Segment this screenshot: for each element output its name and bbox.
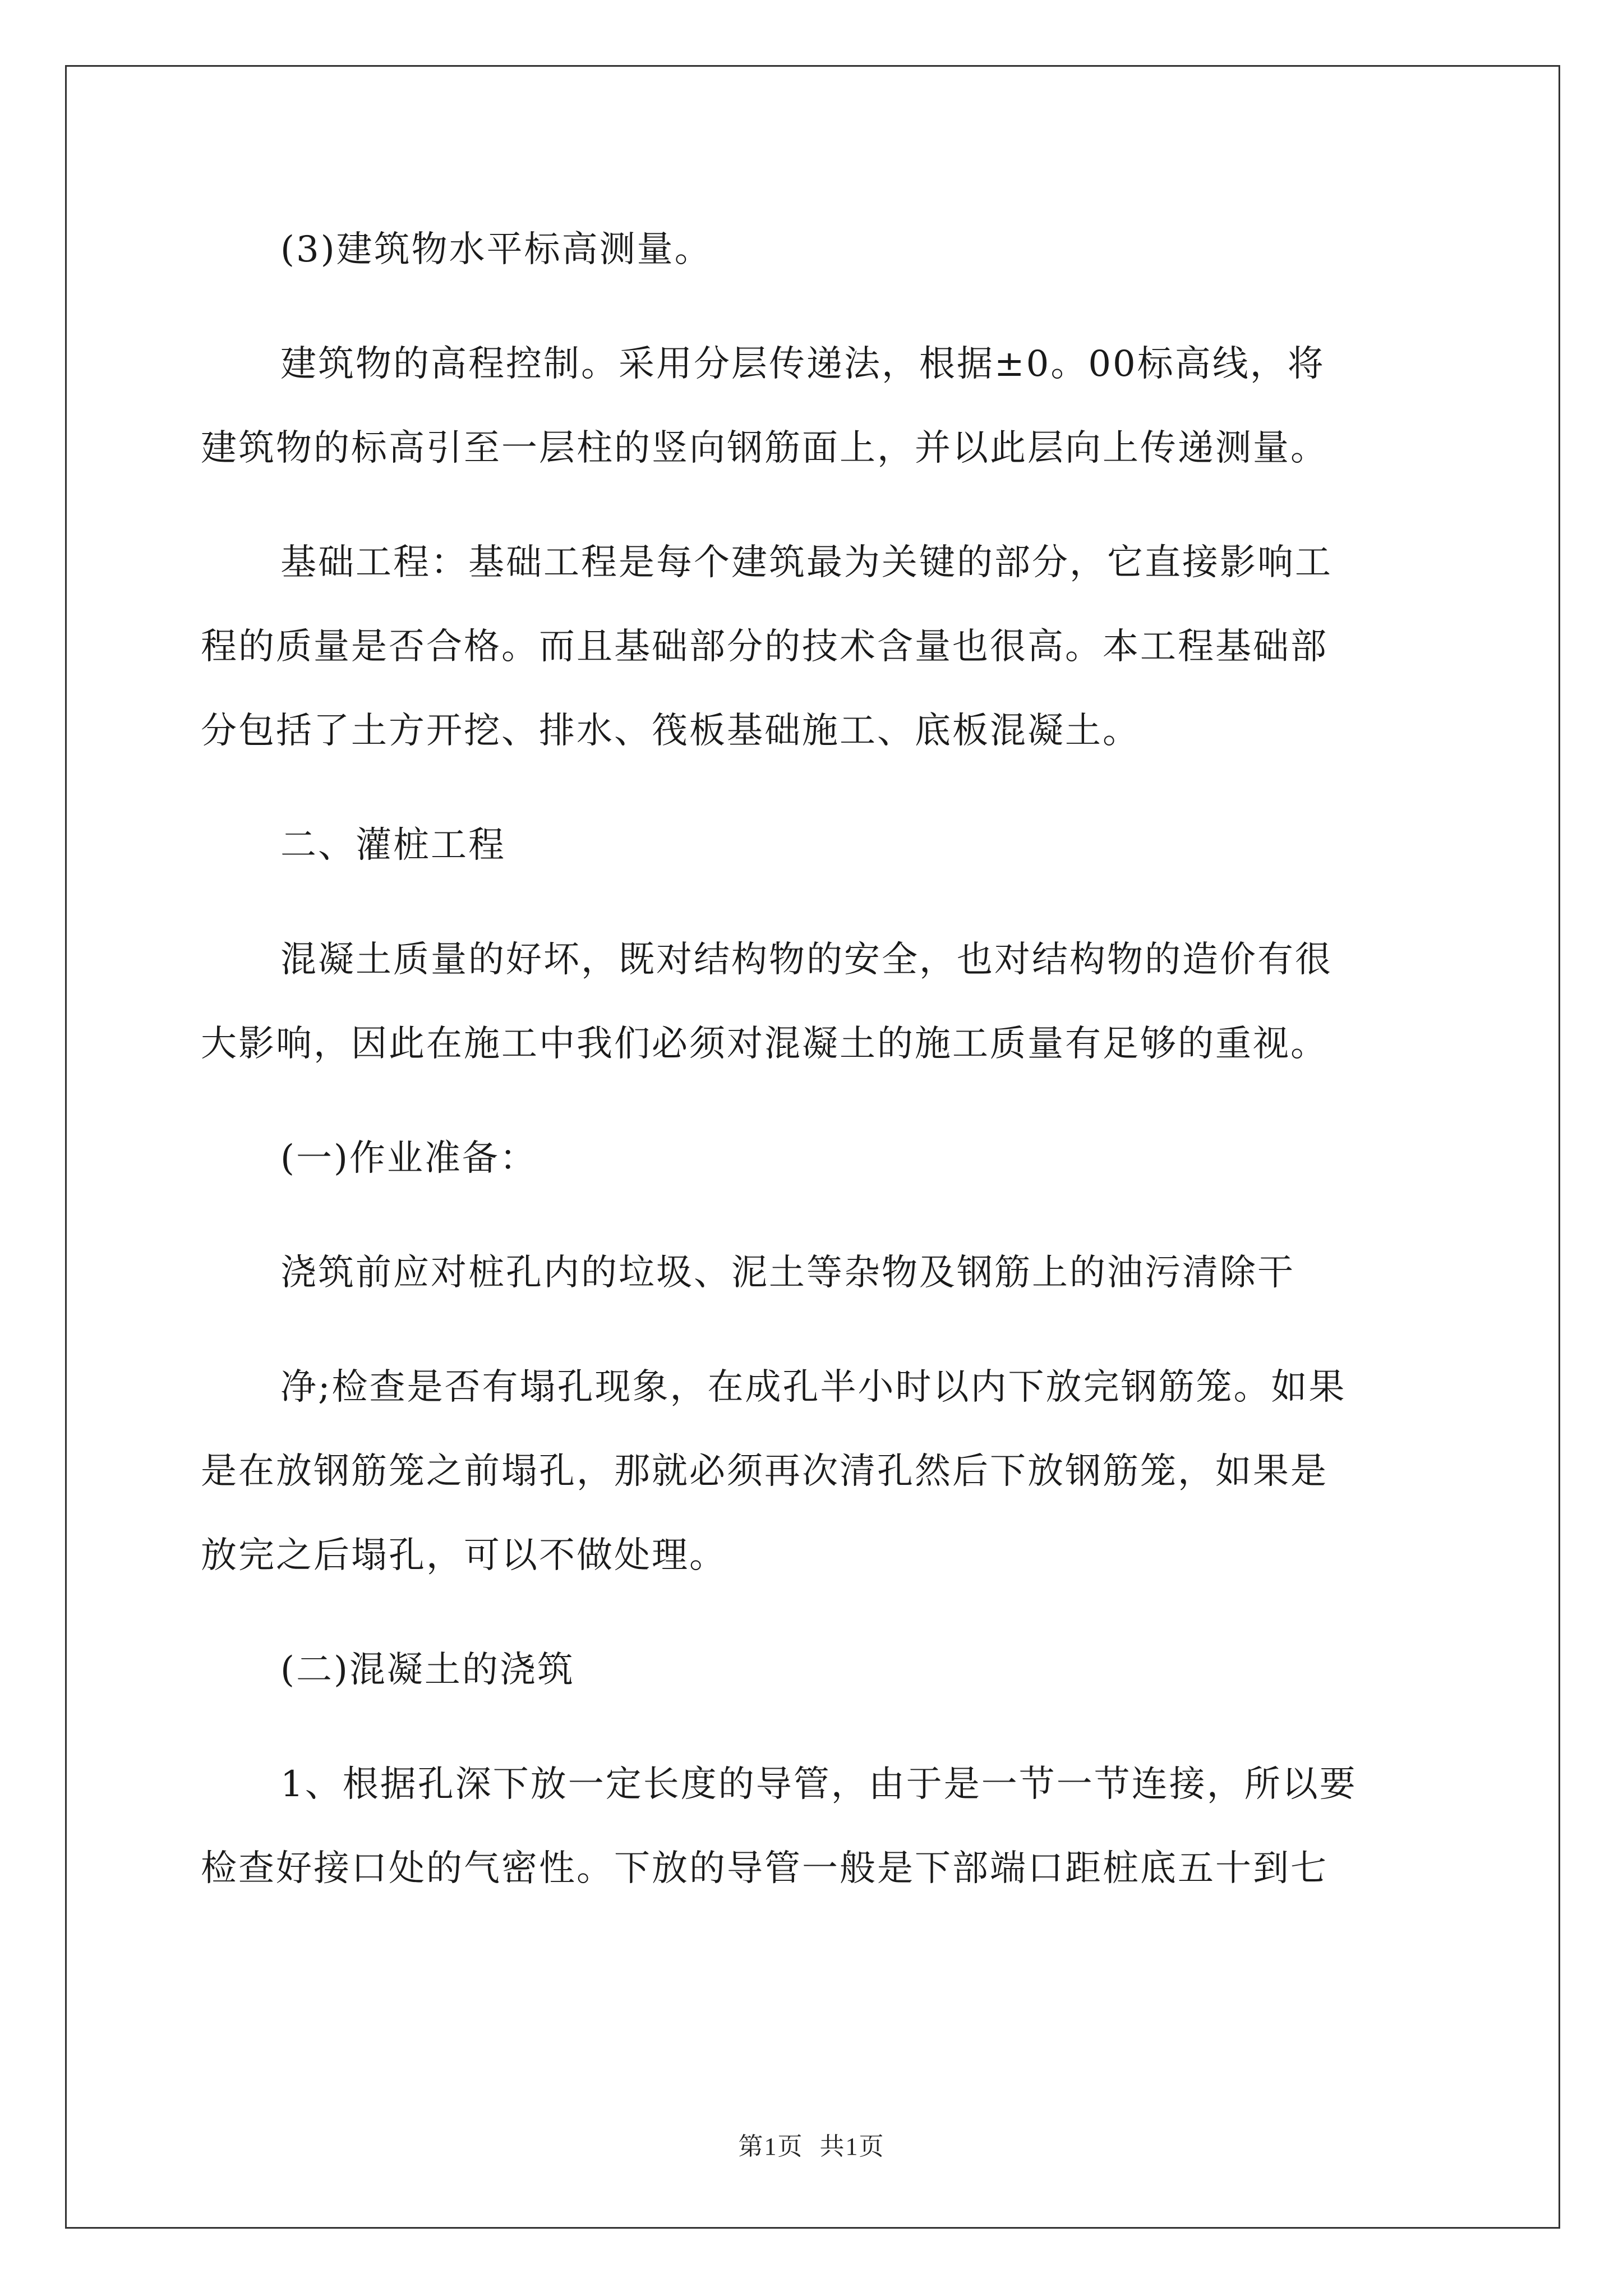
section-heading-piling	[201, 803, 1435, 887]
text-line: 建筑物的高程控制。采用分层传递法，根据±0。00标高线，将	[280, 343, 1325, 385]
text-line: 是在放钢筋笼之前塌孔，那就必须再次清孔然后下放钢筋笼，如果是	[201, 1451, 1328, 1492]
text-line: 二、灌桩工程	[280, 825, 506, 866]
text-line: 检查好接口处的气密性。下放的导管一般是下部端口距桩底五十到七	[201, 1848, 1328, 1889]
document-body	[201, 208, 1435, 1941]
subheading-pouring	[201, 1628, 1435, 1712]
text-line: 浇筑前应对桩孔内的垃圾、泥土等杂物及钢筋上的油污清除干	[280, 1252, 1295, 1294]
text-line: 基础工程：基础工程是每个建筑最为关键的部分，它直接影响工	[280, 542, 1332, 583]
text-line: 净;检查是否有塌孔现象，在成孔半小时以内下放完钢筋笼。如果	[280, 1366, 1347, 1408]
paragraph-cleaning	[201, 1231, 1435, 1315]
paragraph-foundation	[201, 521, 1435, 773]
paragraph-collapse-check	[201, 1345, 1435, 1598]
text-line: 1、根据孔深下放一定长度的导管，由于是一节一节连接，所以要	[280, 1764, 1357, 1805]
text-line: (3)建筑物水平标高测量。	[280, 229, 712, 270]
page-footer	[0, 2126, 1623, 2162]
text-line: 程的质量是否合格。而且基础部分的技术含量也很高。本工程基础部	[201, 626, 1328, 668]
text-line: 混凝土质量的好坏，既对结构物的安全，也对结构物的造价有很	[280, 939, 1332, 981]
text-line: 建筑物的标高引至一层柱的竖向钢筋面上，并以此层向上传递测量。	[201, 427, 1328, 469]
paragraph-elevation-control	[201, 322, 1435, 490]
text-line: (二)混凝土的浇筑	[280, 1649, 575, 1691]
text-line: 大影响，因此在施工中我们必须对混凝土的施工质量有足够的重视。	[201, 1023, 1328, 1065]
paragraph-concrete-quality	[201, 918, 1435, 1086]
text-line: (一)作业准备：	[280, 1138, 537, 1179]
subheading-preparation	[201, 1116, 1435, 1200]
paragraph-elevation-title	[201, 208, 1435, 292]
page-number-current: 第1页	[738, 2133, 804, 2160]
page-number-total: 共1页	[819, 2133, 885, 2160]
text-line: 分包括了土方开挖、排水、筏板基础施工、底板混凝土。	[201, 710, 1140, 752]
text-line: 放完之后塌孔，可以不做处理。	[201, 1535, 727, 1576]
paragraph-conduit	[201, 1742, 1435, 1911]
